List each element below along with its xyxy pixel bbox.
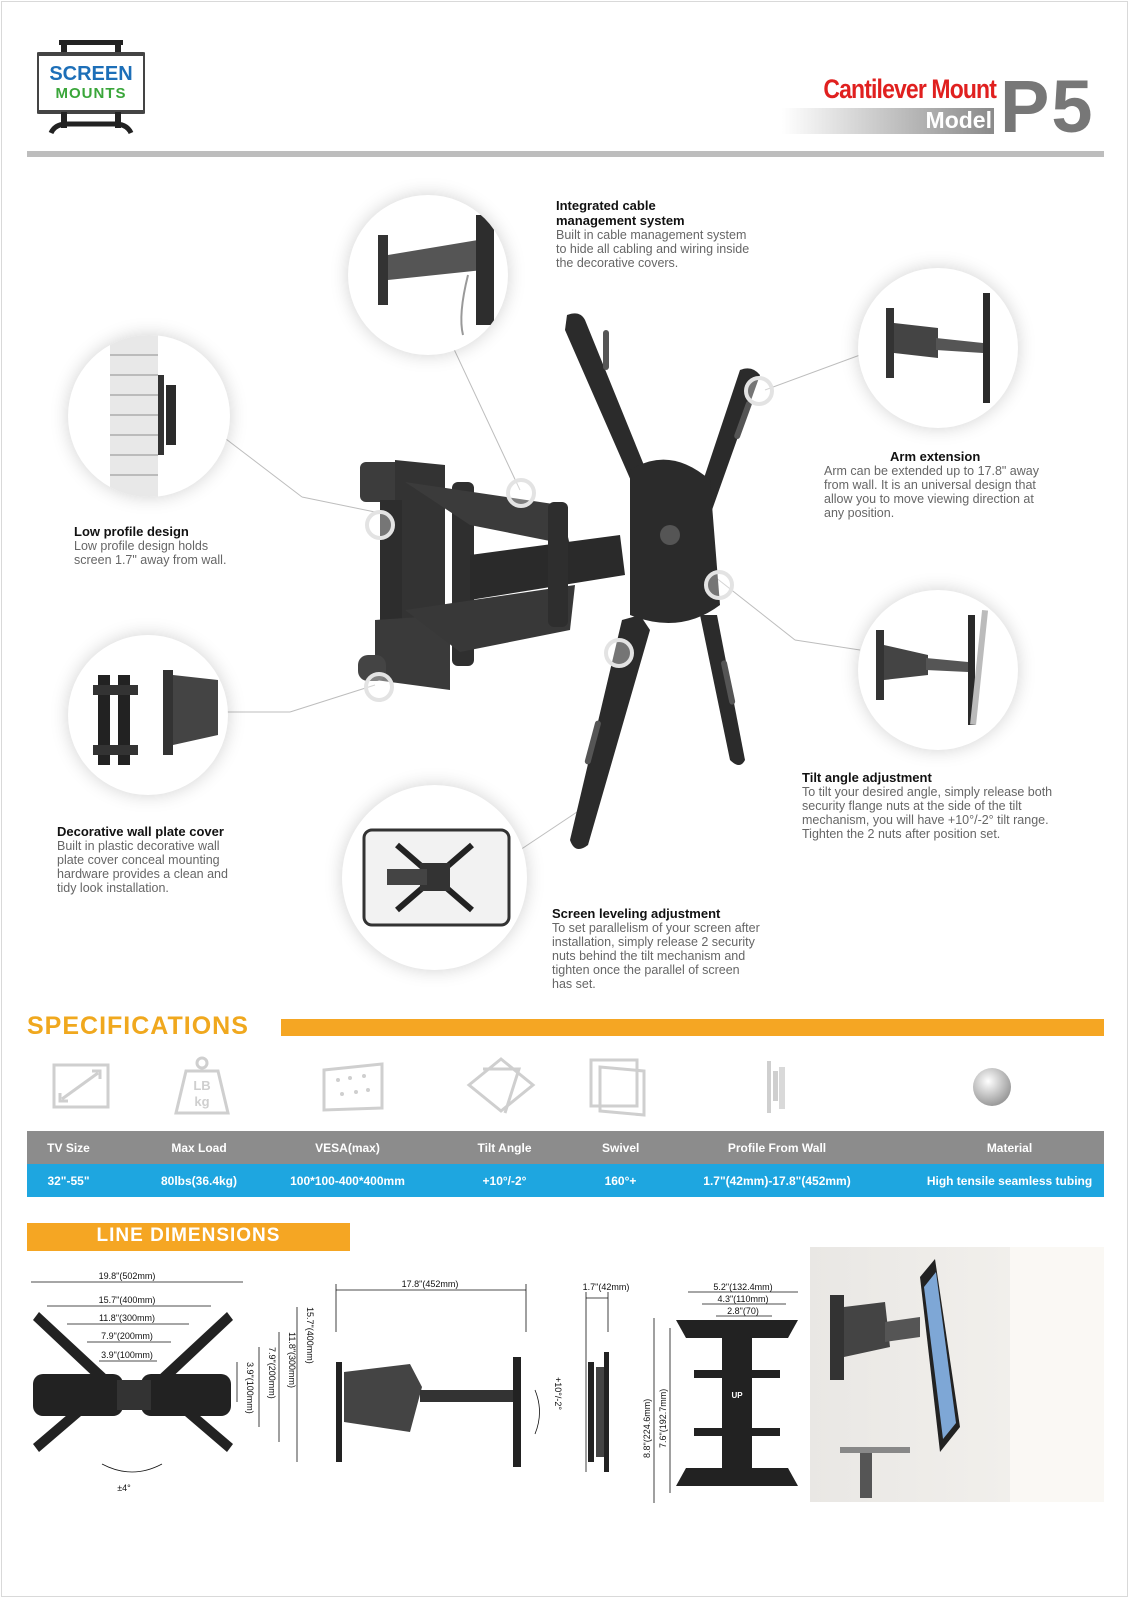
weight-icon <box>172 1055 232 1120</box>
feature-tilt-angle <box>802 770 1102 841</box>
dim-front-4: 3.9"(100mm) <box>101 1350 153 1360</box>
svg-text:MOUNTS: MOUNTS <box>55 85 127 102</box>
wall-plate-photo <box>68 635 228 795</box>
spec-header-tilt: Tilt Angle <box>477 1140 532 1155</box>
dim-front-1: 15.7"(400mm) <box>98 1295 156 1305</box>
arm-extension-photo <box>858 268 1018 428</box>
tilt-icon <box>465 1055 537 1122</box>
specifications-heading: SPECIFICATIONS <box>27 1012 249 1040</box>
dim-plate-1: 4.3"(110mm) <box>717 1294 769 1304</box>
product-name: Cantilever Mount <box>823 74 996 104</box>
side-dimension-drawing <box>330 1272 580 1482</box>
spec-header-tv-size: TV Size <box>47 1140 90 1155</box>
installed-mount-photo <box>810 1247 1104 1502</box>
spec-header-profile: Profile From Wall <box>727 1140 827 1155</box>
feature-title: Arm extension <box>890 449 981 464</box>
marker-tilt <box>704 570 734 600</box>
svg-text:LB: LB <box>193 1078 211 1093</box>
feature-desc: Built in cable management system to hide all cabling and wiring inside the decorative covers. <box>556 228 750 270</box>
spec-header-material: Material <box>986 1140 1033 1155</box>
plate-up-label: UP <box>731 1391 743 1400</box>
plate-dimension-drawing <box>638 1278 808 1508</box>
dim-front-5: 3.9"(100mm) <box>245 1362 255 1414</box>
dim-plate-2: 2.8"(70) <box>727 1306 759 1316</box>
svg-text:kg: kg <box>194 1094 210 1109</box>
dim-front-8: 15.7"(400mm) <box>305 1307 315 1364</box>
svg-text:SCREEN: SCREEN <box>49 63 133 85</box>
dim-front-6: 7.9"(200mm) <box>267 1347 277 1399</box>
dim-side-0: 17.8"(452mm) <box>401 1279 459 1289</box>
spec-value-row <box>27 1164 1104 1197</box>
dim-front-7: 11.8"(300mm) <box>287 1332 297 1389</box>
cable-detail-photo <box>348 195 508 355</box>
spec-value-tv-size: 32"-55" <box>47 1173 90 1188</box>
low-profile-photo <box>68 335 230 497</box>
dim-plate-4: 7.6"(192.7mm) <box>658 1388 668 1448</box>
spec-header-swivel: Swivel <box>602 1140 640 1155</box>
feature-screen-leveling <box>552 906 812 991</box>
spec-value-tilt: +10°/-2° <box>482 1173 527 1188</box>
front-dimension-drawing <box>27 1262 317 1512</box>
feature-desc: Low profile design holds screen 1.7" away from wall. <box>74 539 227 567</box>
feature-title: Low profile design <box>74 524 189 539</box>
feature-desc: To tilt your desired angle, simply release both security flange nuts at the side of the tilt mechanism, you will have +10°/-2° tilt range. Tighten the 2 nuts after position set. <box>802 785 1053 841</box>
specifications-table <box>27 1131 1104 1197</box>
dim-plate-3: 8.8"(224.6mm) <box>642 1398 652 1458</box>
feature-low-profile <box>74 524 304 567</box>
spec-value-profile: 1.7"(42mm)-17.8"(452mm) <box>703 1173 851 1188</box>
marker-low-profile <box>365 510 395 540</box>
dim-profile-0: 1.7"(42mm) <box>582 1282 630 1292</box>
marker-wall-plate <box>364 672 394 702</box>
line-dimensions-heading: LINE DIMENSIONS <box>96 1225 281 1246</box>
feature-desc: To set parallelism of your screen after installation, simply release 2 security nuts behind the tilt mechanism and tighten once the parallel of screen has set. <box>552 921 760 991</box>
feature-desc: Arm can be extended up to 17.8" away from wall. It is an universal design that allow you to move viewing direction at any position. <box>824 464 1039 520</box>
screen-mounts-logo <box>37 40 145 138</box>
dim-front-9: ±4° <box>117 1483 131 1493</box>
marker-leveling <box>604 638 634 668</box>
specifications-bar <box>281 1019 1104 1036</box>
feature-title: Decorative wall plate cover <box>57 824 224 839</box>
marker-arm <box>744 376 774 406</box>
spec-value-material: High tensile seamless tubing <box>926 1173 1093 1188</box>
feature-title: Tilt angle adjustment <box>802 770 932 785</box>
dim-front-2: 11.8"(300mm) <box>98 1313 156 1323</box>
screen-leveling-photo <box>342 785 527 970</box>
vesa-icon <box>320 1060 386 1119</box>
spec-value-swivel: 160°+ <box>604 1173 637 1188</box>
swivel-icon <box>588 1057 648 1122</box>
spec-header-vesa: VESA(max) <box>315 1140 380 1155</box>
profile-icon <box>765 1057 789 1122</box>
tilt-photo <box>858 590 1018 750</box>
tv-size-icon <box>52 1063 112 1116</box>
profile-dimension-drawing <box>578 1272 638 1482</box>
model-code: P5 <box>1000 65 1095 148</box>
feature-title: Integrated cable management system <box>556 198 685 228</box>
spec-value-max-load: 80lbs(36.4kg) <box>160 1173 238 1188</box>
model-label: Model <box>925 107 992 133</box>
feature-wall-plate <box>57 824 297 895</box>
dim-front-3: 7.9"(200mm) <box>101 1331 153 1341</box>
marker-cable <box>506 478 536 508</box>
feature-arm-extension <box>824 449 1084 520</box>
material-icon <box>972 1067 1012 1112</box>
dim-plate-0: 5.2"(132.4mm) <box>713 1282 773 1292</box>
dim-side-1: +10°/-2° <box>553 1377 563 1410</box>
dim-front-0: 19.8"(502mm) <box>98 1271 156 1281</box>
spec-value-vesa: 100*100-400*400mm <box>290 1173 405 1188</box>
feature-desc: Built in plastic decorative wall plate cover conceal mounting hardware provides a clean and tidy look installation. <box>57 839 228 895</box>
header-rule <box>27 151 1104 157</box>
feature-cable-management <box>556 198 796 270</box>
feature-title: Screen leveling adjustment <box>552 906 721 921</box>
spec-header-max-load: Max Load <box>171 1140 227 1155</box>
spec-header-row <box>27 1131 1104 1164</box>
